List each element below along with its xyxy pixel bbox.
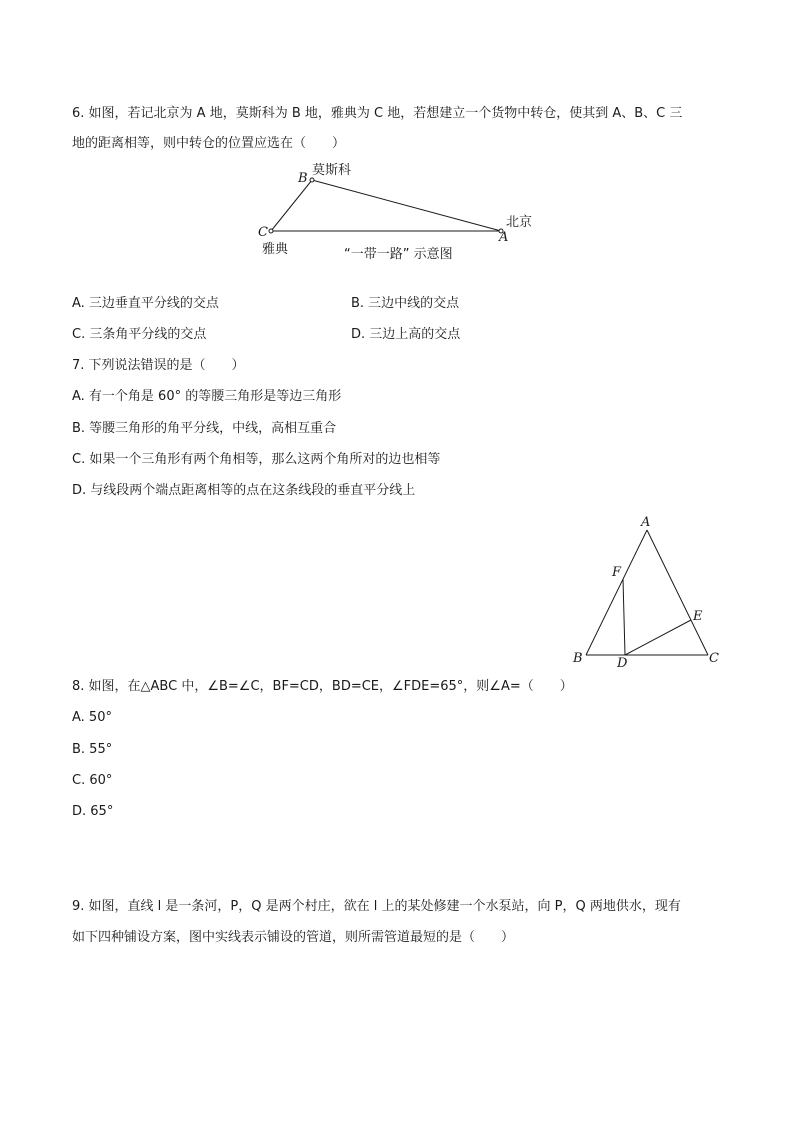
q7-option-c: C. 如果一个三角形有两个角相等，那么这两个角所对的边也相等: [72, 452, 441, 467]
q8-option-c: C. 60°: [72, 773, 113, 788]
q8-stem: 8. 如图，在△ABC 中，∠B=∠C，BF=CD，BD=CE，∠FDE=65°，则∠A=（ ）: [72, 679, 573, 694]
q8-segment-fd: [623, 579, 625, 655]
q6-option-d: D. 三边上高的交点: [351, 327, 461, 342]
q7-option-d: D. 与线段两个端点距离相等的点在这条线段的垂直平分线上: [72, 483, 416, 498]
q8-option-b: B. 55°: [72, 742, 113, 757]
q9-stem-line1: 9. 如图，直线 l 是一条河，P，Q 是两个村庄，欲在 l 上的某处修建一个水泵站，向 P，Q 两地供水，现有: [72, 899, 681, 914]
q9-stem-line2: 如下四种铺设方案，图中实线表示铺设的管道，则所需管道最短的是（ ）: [72, 930, 515, 945]
q8-option-a: A. 50°: [72, 710, 112, 725]
q6-option-a: A. 三边垂直平分线的交点: [72, 296, 219, 311]
q8-label-a: A: [641, 515, 651, 530]
q8-option-d: D. 65°: [72, 804, 114, 819]
q6-city-moscow: 莫斯科: [312, 163, 352, 178]
q6-option-b: B. 三边中线的交点: [351, 296, 460, 311]
q8-label-d: D: [617, 656, 628, 671]
q6-stem-line2: 地的距离相等，则中转仓的位置应选在（ ）: [72, 136, 346, 151]
q8-side-ac: [647, 530, 708, 655]
q8-label-c: C: [709, 651, 719, 666]
q8-side-ab: [586, 530, 647, 655]
q6-label-c: C: [258, 225, 268, 240]
q8-label-f: F: [612, 565, 622, 580]
q6-option-c: C. 三条角平分线的交点: [72, 327, 207, 342]
q8-label-e: E: [693, 609, 703, 624]
q6-city-beijing: 北京: [506, 215, 533, 230]
q6-stem-line1: 6. 如图，若记北京为 A 地，莫斯科为 B 地，雅典为 C 地，若想建立一个货物中转仓，使其到 A、B、C 三: [72, 106, 683, 121]
q8-segment-de: [625, 620, 691, 655]
q6-label-b: B: [298, 171, 308, 186]
q8-label-b: B: [573, 651, 583, 666]
q6-label-a: A: [499, 230, 509, 245]
q7-option-a: A. 有一个角是 60° 的等腰三角形是等边三角形: [72, 389, 342, 404]
q7-stem: 7. 下列说法错误的是（ ）: [72, 358, 245, 373]
q6-city-athens: 雅典: [262, 242, 289, 257]
q7-option-b: B. 等腰三角形的角平分线，中线，高相互重合: [72, 421, 337, 436]
q6-figure-caption: “一带一路” 示意图: [344, 247, 453, 262]
